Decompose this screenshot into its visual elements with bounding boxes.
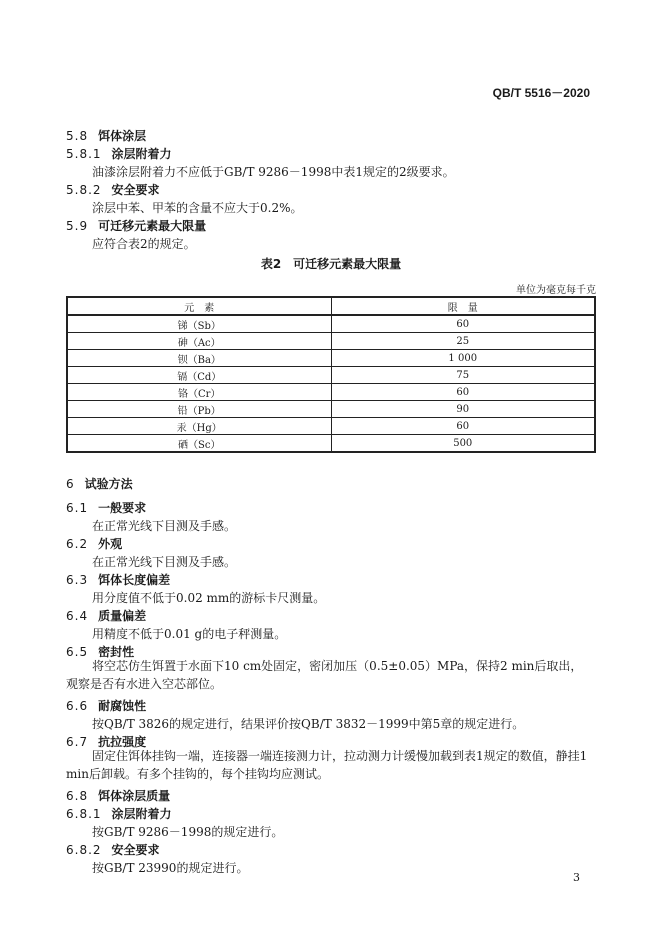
section-number: 6.3 bbox=[66, 573, 89, 587]
section-number: 6.8.2 bbox=[66, 843, 102, 857]
section-number: 6 bbox=[66, 477, 75, 491]
section-number: 6.8.1 bbox=[66, 807, 102, 821]
section-number: 6.6 bbox=[66, 699, 89, 713]
paragraph-6-6: 按QB/T 3826的规定进行，结果评价按QB/T 3832－1999中第5章的规定进行。 bbox=[92, 717, 525, 731]
section-number: 5.8.1 bbox=[66, 147, 102, 161]
section-title: 饵体涂层 bbox=[98, 129, 147, 143]
section-title: 安全要求 bbox=[111, 183, 160, 197]
section-number: 6.2 bbox=[66, 537, 89, 551]
limit-cell: 1 000 bbox=[331, 350, 595, 367]
element-cell: 砷（Ac） bbox=[67, 333, 331, 350]
limit-cell: 500 bbox=[331, 435, 595, 453]
section-number: 6.7 bbox=[66, 735, 89, 749]
element-cell: 铬（Cr） bbox=[67, 384, 331, 401]
paragraph-6-1: 在正常光线下目测及手感。 bbox=[92, 519, 237, 533]
section-number: 6.1 bbox=[66, 501, 89, 515]
paragraph-6-5: 将空芯仿生饵置于水面下10 cm处固定，密闭加压（0.5±0.05）MPa，保持2 min后取出，观察是否有水进入空芯部位。 bbox=[66, 659, 583, 691]
heading-6 bbox=[66, 475, 133, 492]
element-cell: 锑（Sb） bbox=[67, 315, 331, 333]
heading-5-8-2 bbox=[66, 181, 160, 198]
table-row bbox=[67, 315, 595, 333]
table-row bbox=[67, 350, 595, 367]
heading-6-8 bbox=[66, 787, 170, 804]
limit-cell: 60 bbox=[331, 315, 595, 333]
section-title: 耐腐蚀性 bbox=[98, 699, 147, 713]
section-title: 试验方法 bbox=[84, 477, 133, 491]
element-cell: 汞（Hg） bbox=[67, 418, 331, 435]
limits-table bbox=[66, 296, 596, 453]
section-title: 抗拉强度 bbox=[98, 735, 147, 749]
section-number: 5.9 bbox=[66, 219, 89, 233]
section-number: 6.4 bbox=[66, 609, 89, 623]
column-header-element: 元 素 bbox=[67, 297, 331, 315]
table-row bbox=[67, 418, 595, 435]
element-cell: 硒（Sc） bbox=[67, 435, 331, 453]
column-header-limit: 限 量 bbox=[331, 297, 595, 315]
element-cell: 镉（Cd） bbox=[67, 367, 331, 384]
element-cell: 钡（Ba） bbox=[67, 350, 331, 367]
table-caption: 表2 可迁移元素最大限量 bbox=[260, 257, 402, 271]
table-header-row bbox=[67, 297, 595, 315]
element-cell: 铅（Pb） bbox=[67, 401, 331, 418]
table-row bbox=[67, 367, 595, 384]
paragraph-6-3: 用分度值不低于0.02 mm的游标卡尺测量。 bbox=[92, 591, 326, 605]
table-row bbox=[67, 401, 595, 418]
table-unit-note: 单位为毫克每千克 bbox=[516, 285, 596, 296]
heading-6-1 bbox=[66, 499, 146, 516]
heading-6-8-1 bbox=[66, 805, 172, 822]
table-row bbox=[67, 333, 595, 350]
table-row bbox=[67, 435, 595, 453]
standard-number: QB/T 5516－2020 bbox=[492, 86, 590, 100]
paragraph-5-8-1: 油漆涂层附着力不应低于GB/T 9286－1998中表1规定的2级要求。 bbox=[92, 165, 455, 179]
paragraph-6-7: 固定住饵体挂钩一端，连接器一端连接测力计，拉动测力计缓慢加载到表1规定的数值，静挂1 min后卸载。有多个挂钩的，每个挂钩均应测试。 bbox=[66, 749, 588, 781]
section-number: 6.5 bbox=[66, 645, 89, 659]
heading-6-8-2 bbox=[66, 841, 160, 858]
page-number: 3 bbox=[573, 871, 580, 884]
section-title: 可迁移元素最大限量 bbox=[98, 219, 207, 233]
section-title: 质量偏差 bbox=[98, 609, 147, 623]
section-title: 安全要求 bbox=[111, 843, 160, 857]
heading-6-2 bbox=[66, 535, 122, 552]
limit-cell: 60 bbox=[331, 418, 595, 435]
paragraph-6-4: 用精度不低于0.01 g的电子秤测量。 bbox=[92, 627, 287, 641]
section-title: 一般要求 bbox=[98, 501, 147, 515]
heading-6-3 bbox=[66, 571, 170, 588]
section-number: 6.8 bbox=[66, 789, 89, 803]
section-title: 密封性 bbox=[98, 645, 135, 659]
paragraph-5-9: 应符合表2的规定。 bbox=[92, 237, 196, 251]
section-number: 5.8.2 bbox=[66, 183, 102, 197]
section-title: 饵体长度偏差 bbox=[98, 573, 171, 587]
table-row bbox=[67, 384, 595, 401]
section-number: 5.8 bbox=[66, 129, 89, 143]
section-title: 涂层附着力 bbox=[111, 147, 172, 161]
paragraph-6-2: 在正常光线下目测及手感。 bbox=[92, 555, 237, 569]
heading-5-9 bbox=[66, 217, 206, 234]
limit-cell: 90 bbox=[331, 401, 595, 418]
paragraph-6-8-2: 按GB/T 23990的规定进行。 bbox=[92, 861, 249, 875]
section-title: 外观 bbox=[98, 537, 123, 551]
section-title: 饵体涂层质量 bbox=[98, 789, 171, 803]
limit-cell: 60 bbox=[331, 384, 595, 401]
heading-5-8-1 bbox=[66, 145, 172, 162]
heading-6-6 bbox=[66, 697, 146, 714]
section-title: 涂层附着力 bbox=[111, 807, 172, 821]
limit-cell: 75 bbox=[331, 367, 595, 384]
paragraph-6-8-1: 按GB/T 9286－1998的规定进行。 bbox=[92, 825, 284, 839]
heading-6-4 bbox=[66, 607, 146, 624]
limit-cell: 25 bbox=[331, 333, 595, 350]
heading-5-8 bbox=[66, 127, 146, 144]
paragraph-5-8-2: 涂层中苯、甲苯的含量不应大于0.2%。 bbox=[92, 201, 303, 215]
